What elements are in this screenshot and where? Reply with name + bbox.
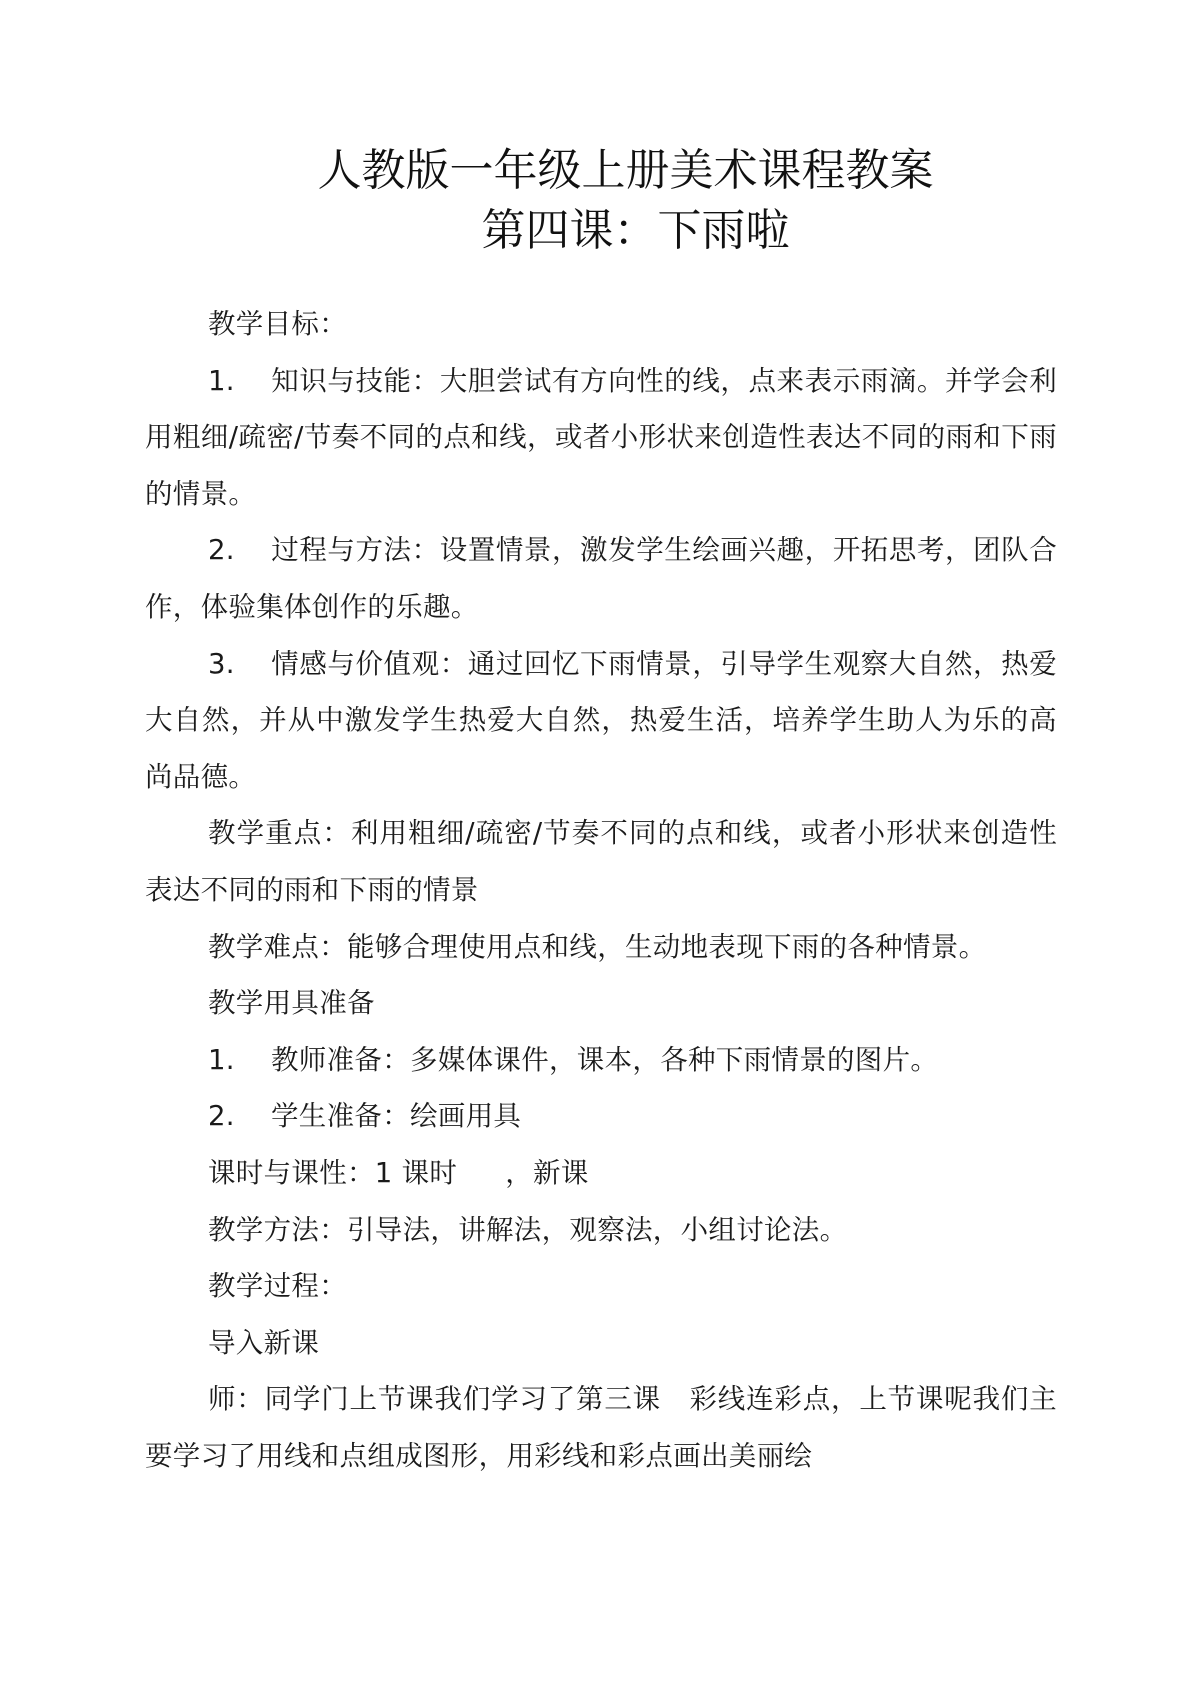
objectives-heading: 教学目标：: [208, 308, 347, 340]
key-point: 教学重点：利用粗细/疏密/节奏不同的点和线，或者小形状来创造性表达不同的雨和下雨的情景: [145, 817, 1057, 906]
objective-item-3: [145, 636, 1057, 806]
objective-text: 过程与方法：设置情景，激发学生绘画兴趣，开拓思考，团队合作，体验集体创作的乐趣。: [145, 534, 1057, 623]
tool-text: 学生准备：绘画用具: [271, 1100, 522, 1133]
objective-item-1: [145, 353, 1057, 523]
tool-item-1: [145, 1032, 1057, 1089]
objective-item-2: [145, 522, 1057, 635]
teaching-methods: 教学方法：引导法，讲解法，观察法，小组讨论法。: [208, 1213, 848, 1246]
objective-number: 1.: [208, 364, 235, 397]
class-hours-count: 课时与课性：1 课时: [208, 1156, 458, 1189]
teacher-dialogue-part2: 彩线连彩点，上节课呢我们主要学习了用线和点组成图形，用彩线和彩点画出美丽绘: [145, 1383, 1057, 1472]
process-heading: 教学过程：: [208, 1270, 347, 1303]
class-type: ，新课: [505, 1156, 589, 1189]
objective-number: 2.: [208, 534, 235, 567]
objective-text: 知识与技能：大胆尝试有方向性的线，点来表示雨滴。并学会利用粗细/疏密/节奏不同的点和线，或者小形状来创造性表达不同的雨和下雨的情景。: [145, 364, 1057, 510]
tool-item-2: [145, 1088, 1057, 1145]
document-title: 人教版一年级上册美术课程教案: [317, 145, 934, 196]
class-hours: [145, 1145, 1057, 1202]
tools-heading: 教学用具准备: [208, 987, 375, 1020]
objective-number: 3.: [208, 647, 235, 680]
difficulty: 教学难点：能够合理使用点和线，生动地表现下雨的各种情景。: [208, 930, 987, 963]
tool-number: 2.: [208, 1100, 235, 1133]
intro-heading: 导入新课: [208, 1326, 320, 1359]
tool-text: 教师准备：多媒体课件，课本，各种下雨情景的图片。: [271, 1043, 939, 1076]
tool-number: 1.: [208, 1043, 235, 1076]
objective-text: 情感与价值观：通过回忆下雨情景，引导学生观察大自然，热爱大自然，并从中激发学生热爱大自然，热爱生活，培养学生助人为乐的高尚品德。: [145, 647, 1057, 793]
lesson-title: 第四课：下雨啦: [481, 205, 790, 256]
teacher-dialogue: [145, 1371, 1057, 1484]
teacher-dialogue-part1: 师：同学门上节课我们学习了第三课: [208, 1383, 661, 1416]
lesson-body: [145, 296, 1057, 1484]
